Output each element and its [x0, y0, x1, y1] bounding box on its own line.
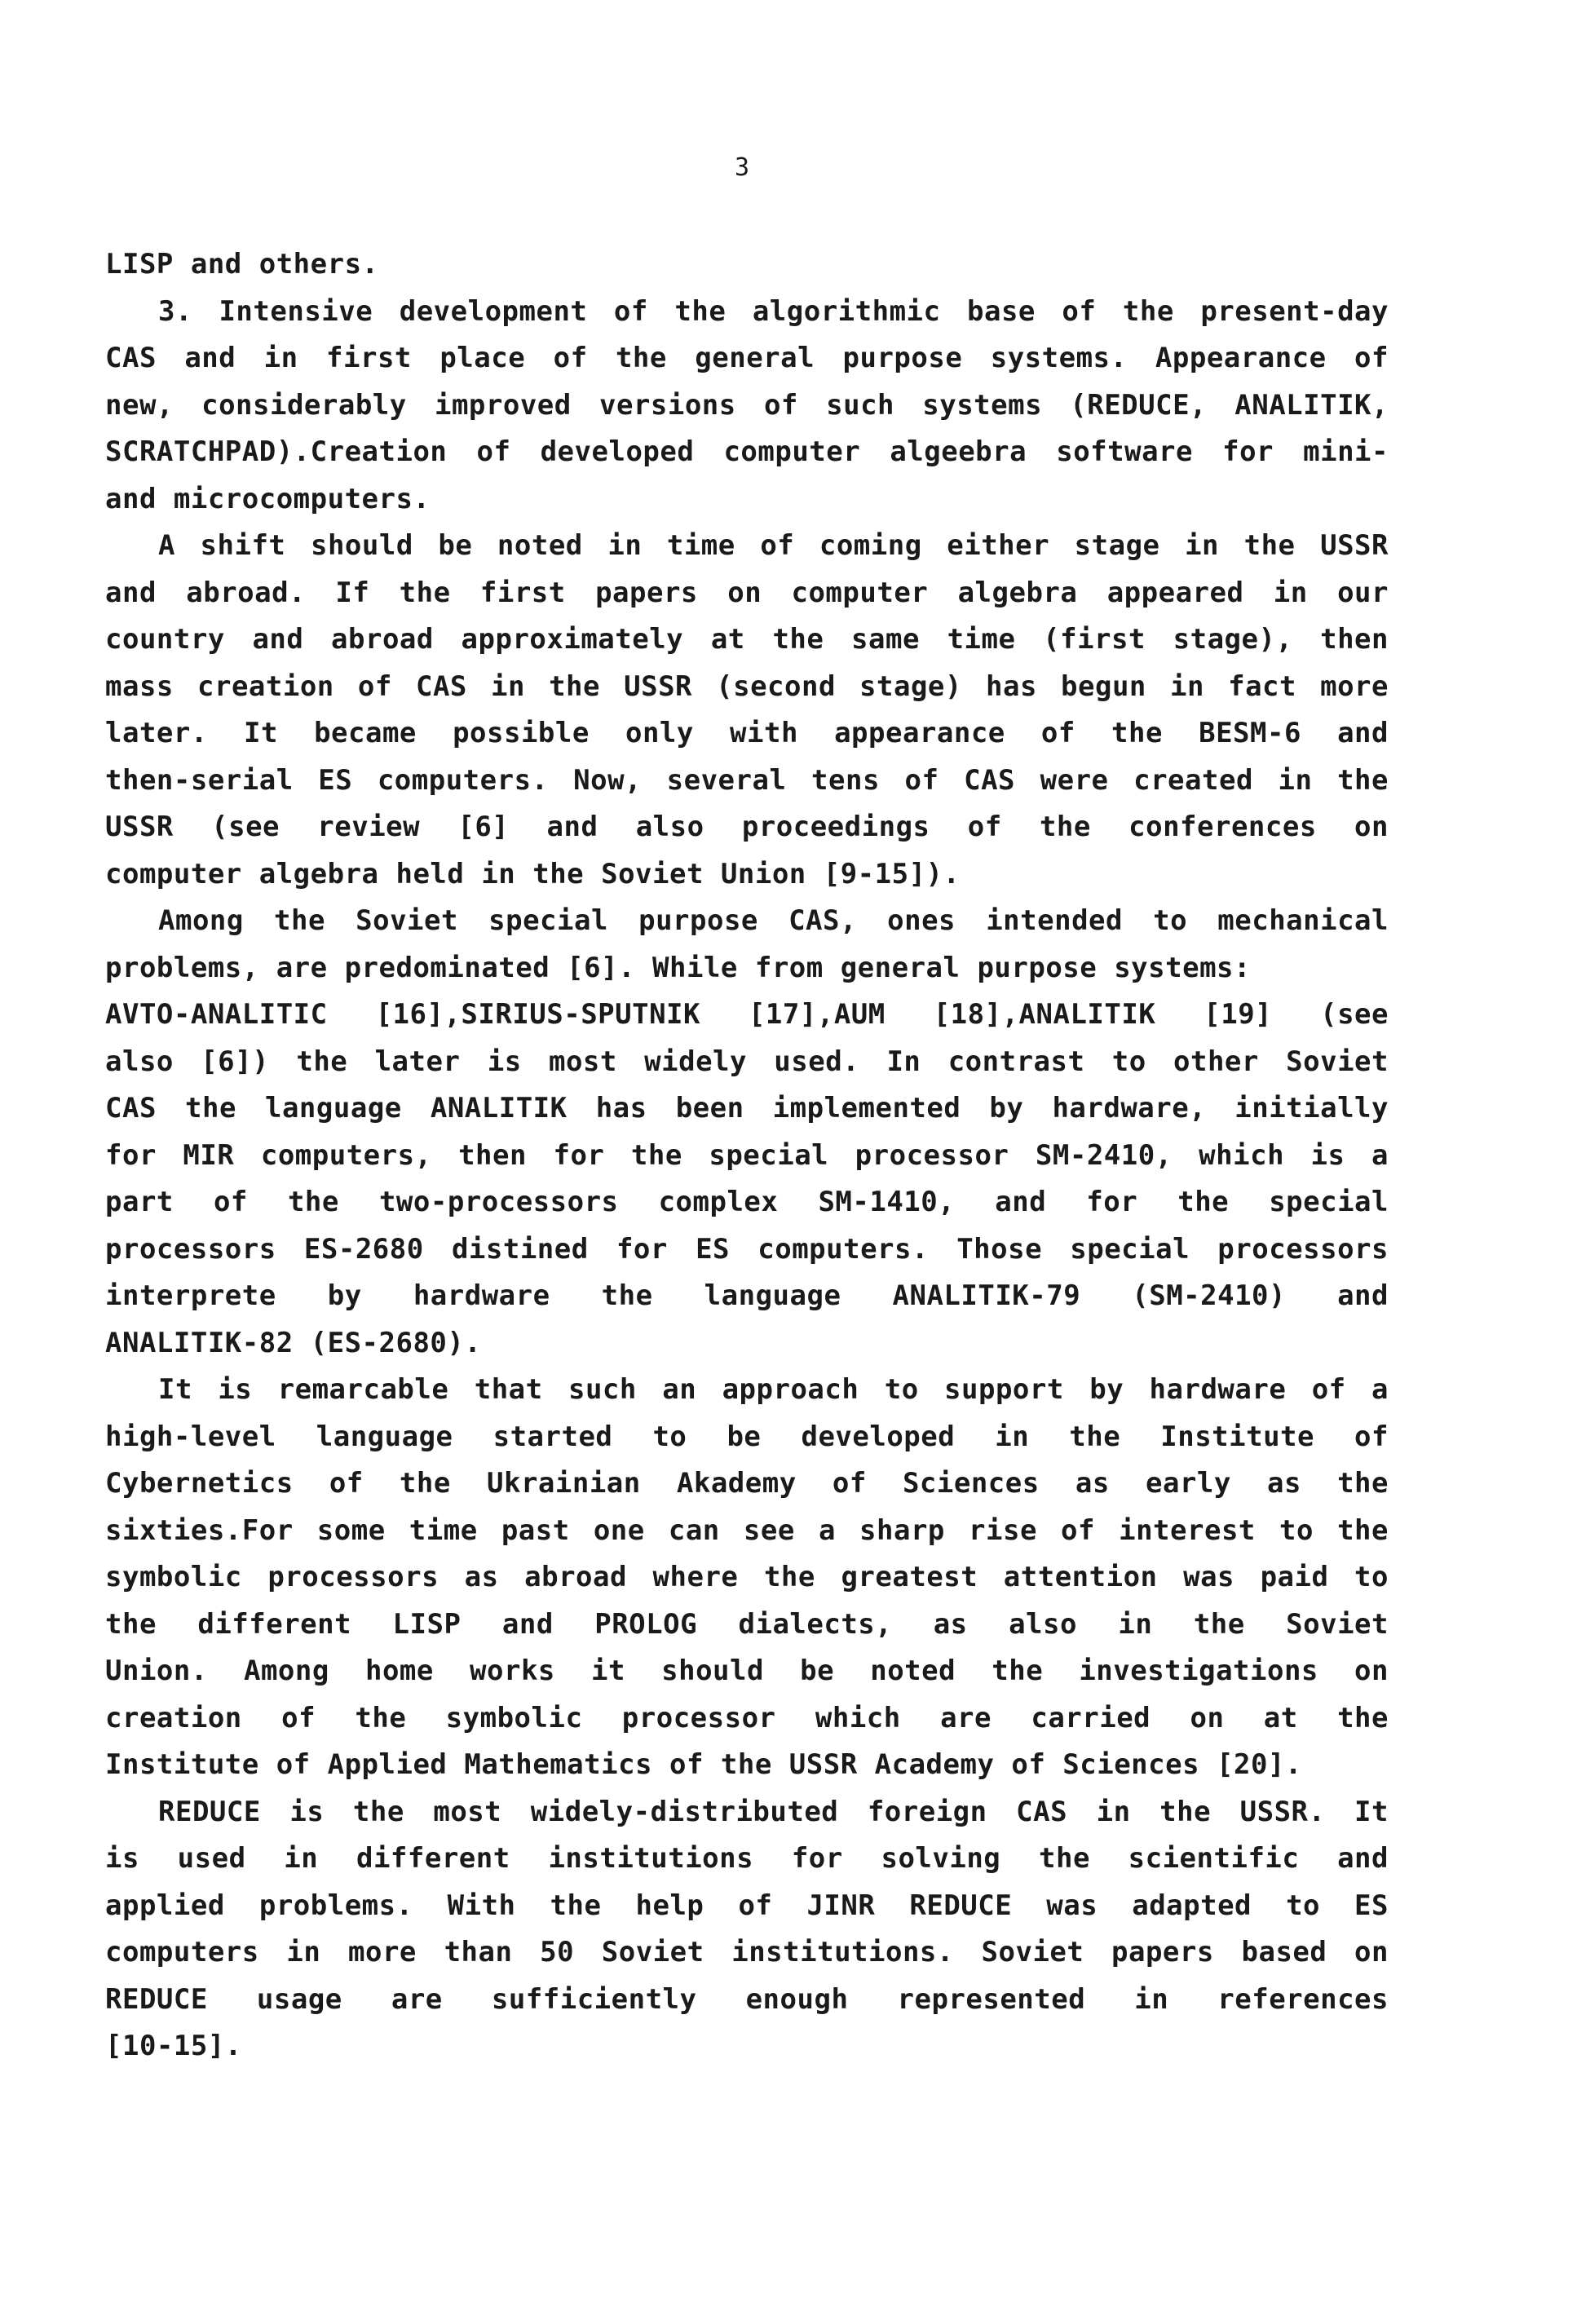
text-line: also [6]) the later is most widely used. In contrast to other Soviet [105, 1045, 1389, 1078]
text-line: symbolic processors as abroad where the greatest attention was paid to [105, 1561, 1389, 1593]
text-line: country and abroad approximately at the same time (first stage), then [105, 623, 1389, 656]
text-line: processors ES-2680 distined for ES computers. Those special processors [105, 1232, 1389, 1266]
text-line: A shift should be noted in time of coming either stage in the USSR [158, 529, 1389, 562]
text-line: Institute of Applied Mathematics of the USSR Academy of Sciences [20]. [105, 1748, 1302, 1781]
text-line: REDUCE usage are sufficiently enough represented in references [105, 1982, 1389, 2016]
text-line: [10-15]. [105, 2030, 242, 2062]
text-line: mass creation of CAS in the USSR (second stage) has begun in fact more [105, 669, 1389, 703]
text-line: computer algebra held in the Soviet Union [9-15]). [105, 857, 961, 890]
text-line: the different LISP and PROLOG dialects, as also in the Soviet [105, 1607, 1389, 1641]
text-line: creation of the symbolic processor which are carried on at the [105, 1701, 1389, 1734]
text-line: part of the two-processors complex SM-1410, and for the special [105, 1186, 1389, 1218]
text-line: computers in more than 50 Soviet institutions. Soviet papers based on [105, 1936, 1389, 1968]
body-text [105, 241, 1389, 2070]
text-line: problems, are predominated [6]. While from general purpose systems: [105, 951, 1251, 984]
text-line: CAS and in first place of the general purpose systems. Appearance of [105, 342, 1389, 374]
text-line: new, considerably improved versions of such systems (REDUCE, ANALITIK, [105, 388, 1389, 422]
text-line: ANALITIK-82 (ES-2680). [105, 1326, 482, 1359]
text-line: and abroad. If the first papers on computer algebra appeared in our [105, 576, 1389, 609]
text-line: is used in different institutions for solving the scientific and [105, 1842, 1389, 1875]
text-line: LISP and others. [105, 248, 379, 281]
text-line: SCRATCHPAD).Creation of developed computer algeebra software for mini- [105, 435, 1389, 468]
text-line: USSR (see review [6] and also proceedings of the conferences on [105, 811, 1389, 843]
text-line: high-level language started to be developed in the Institute of [105, 1420, 1389, 1453]
text-line: applied problems. With the help of JINR REDUCE was adapted to ES [105, 1889, 1389, 1922]
page-number: 3 [734, 153, 750, 182]
text-line: AVTO-ANALITIC [16],SIRIUS-SPUTNIK [17],AUM [18],ANALITIK [19] (see [105, 998, 1389, 1031]
text-line: REDUCE is the most widely-distributed foreign CAS in the USSR. It [158, 1795, 1389, 1828]
text-line: 3. Intensive development of the algorithmic base of the present-day [158, 294, 1389, 328]
text-line: and microcomputers. [105, 482, 431, 515]
text-line: interprete by hardware the language ANALITIK-79 (SM-2410) and [105, 1279, 1389, 1312]
text-line: later. It became possible only with appearance of the BESM-6 and [105, 717, 1389, 749]
text-line: Among the Soviet special purpose CAS, ones intended to mechanical [158, 904, 1389, 937]
text-line: sixties.For some time past one can see a sharp rise of interest to the [105, 1513, 1389, 1547]
text-line: Union. Among home works it should be noted the investigations on [105, 1655, 1389, 1687]
text-line: Cybernetics of the Ukrainian Akademy of Sciences as early as the [105, 1467, 1389, 1500]
text-line: for MIR computers, then for the special processor SM-2410, which is a [105, 1138, 1389, 1172]
text-line: It is remarcable that such an approach to support by hardware of a [158, 1373, 1389, 1406]
text-line: then-serial ES computers. Now, several tens of CAS were created in the [105, 763, 1389, 797]
text-line: CAS the language ANALITIK has been implemented by hardware, initially [105, 1092, 1389, 1124]
